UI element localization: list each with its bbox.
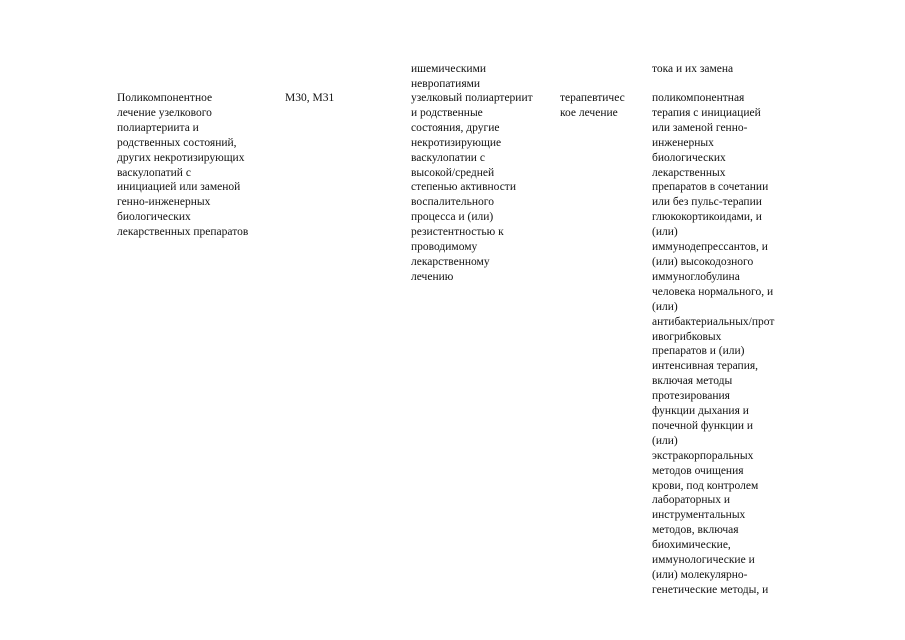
- cell-treatment-method: поликомпонентная терапия с инициацией или заменой генно- инженерных биологических лекарственных препаратов в сочетании или без пульс-терапии глюкокортикоидами, и (или) иммунодепрессантов, и (или) высокодозного иммуноглобулина человека нормального, и (или) антибактериальных/прот ивогрибковых препаратов и (или) интенсивная терапия, включая методы протезирования функции дыхания и почечной функции и (или) экстракорпоральных методов очищения крови, под контролем лабораторных и инструментальных методов, включая биохимические, иммунологические и (или) молекулярно- генетические методы, и: [652, 92, 775, 596]
- carryover-treatment-method: тока и их замена: [652, 63, 734, 75]
- cell-icd-codes: M30, M31: [285, 92, 335, 104]
- cell-group-name: Поликомпонентное лечение узелкового полиартериита и родственных состояний, других некротизирующих васкулопатий с инициацией или заменой генно-инженерных биологических лекарственных препаратов: [117, 92, 249, 239]
- cell-disease-model: узелковый полиартериит и родственные состояния, другие некротизирующие васкулопатии с высокой/средней степенью активности воспалительного процесса и (или) резистентностью к проводимому лекарственному лечению: [411, 92, 533, 283]
- cell-treatment-type: терапевтичес кое лечение: [560, 92, 625, 119]
- carryover-disease-model: ишемическими невропатиями: [411, 63, 486, 90]
